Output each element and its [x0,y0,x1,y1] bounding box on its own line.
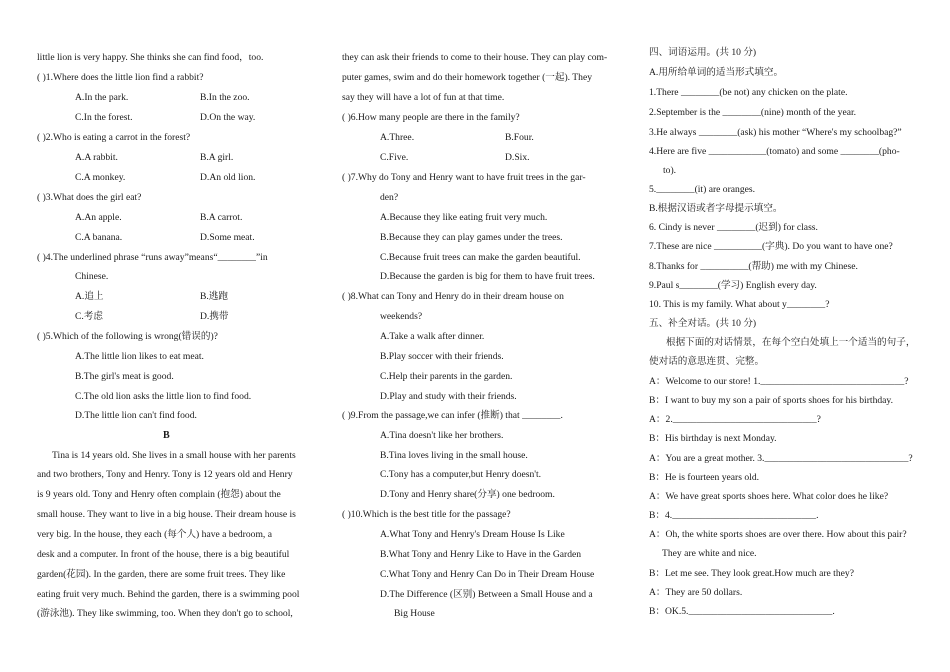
fill-question[interactable]: 5.________(it) are oranges. [649,184,756,195]
middle-column [320,0,640,672]
left-column [0,0,320,672]
right-column [640,0,950,672]
q4-option-c[interactable]: C.考虑 [75,311,103,322]
fill-question[interactable]: 1.There ________(be not) any chicken on the plate. [649,87,848,98]
dialog-line: A：Oh, the white sports shoes are over there. How about this pair? [649,529,907,540]
q10-option-c[interactable]: C.What Tony and Henry Can Do in Their Dream House [380,569,595,580]
q7-option-d[interactable]: D.Because the garden is big for them to have fruit trees. [380,271,595,282]
question-7-cont: den? [380,192,399,203]
q10-option-b[interactable]: B.What Tony and Henry Like to Have in the Garden [380,549,582,560]
fill-question[interactable]: 10. This is my family. What about y________? [649,299,830,310]
q6-option-c[interactable]: C.Five. [380,152,409,163]
q8-option-c[interactable]: C.Help their parents in the garden. [380,371,513,382]
q5-option-c[interactable]: C.The old lion asks the little lion to find food. [75,391,252,402]
q4-option-b[interactable]: B.逃跑 [200,291,228,302]
question-1: ( )1.Where does the little lion find a rabbit? [37,72,204,83]
question-8: ( )8.What can Tony and Henry do in their dream house on [342,291,564,302]
dialog-line[interactable]: A：2.______________________________? [649,414,821,425]
q8-option-d[interactable]: D.Play and study with their friends. [380,391,517,402]
q8-option-a[interactable]: A.Take a walk after dinner. [380,331,485,342]
q9-option-c[interactable]: C.Tony has a computer,but Henry doesn't. [380,469,542,480]
dialog-line: A：We have great sports shoes here. What color does he like? [649,491,889,502]
fill-question[interactable]: 4.Here are five ____________(tomato) and some ________(pho- [649,146,900,157]
q9-option-b[interactable]: B.Tina loves living in the small house. [380,450,528,461]
dialog-line[interactable]: A：Welcome to our store! 1.______________________________? [649,376,909,387]
q5-option-d[interactable]: D.The little lion can't find food. [75,410,197,421]
passage-b-line: they can ask their friends to come to their house. They can play com- [342,52,608,63]
question-7: ( )7.Why do Tony and Henry want to have fruit trees in the gar- [342,172,586,183]
q2-option-d[interactable]: D.An old lion. [200,172,256,183]
passage-b-line: Tina is 14 years old. She lives in a small house with her parents [52,450,296,461]
q5-option-a[interactable]: A.The little lion likes to eat meat. [75,351,204,362]
q7-option-b[interactable]: B.Because they can play games under the trees. [380,232,563,243]
q3-option-c[interactable]: C.A banana. [75,232,123,243]
question-3: ( )3.What does the girl eat? [37,192,142,203]
question-10: ( )10.Which is the best title for the passage? [342,509,511,520]
passage-b-line: puter games, swim and do their homework together (一起). They [342,72,592,83]
section-5-instructions: 根据下面的对话情景，在每个空白处填上一个适当的句子， [666,337,916,348]
question-4: ( )4.The underlined phrase “runs away”means“________”in [37,252,268,263]
q3-option-b[interactable]: B.A carrot. [200,212,243,223]
dialog-line-cont: They are white and nice. [662,548,757,559]
passage-b-line: is 9 years old. Tony and Henry often complain (抱怨) about the [37,489,281,500]
fill-question[interactable]: 3.He always ________(ask) his mother “Where's my schoolbag?” [649,127,902,138]
passage-b-line: very big. In the house, they each (每个人) have a bedroom, a [37,529,272,540]
q10-option-d[interactable]: D.The Difference (区别) Between a Small House and a [380,589,593,600]
passage-b-line: small house. They want to live in a big house. Their dream house is [37,509,296,520]
question-2: ( )2.Who is eating a carrot in the forest? [37,132,191,143]
q4-option-d[interactable]: D.携带 [200,311,229,322]
q6-option-d[interactable]: D.Six. [505,152,530,163]
fill-question[interactable]: 8.Thanks for __________(帮助) me with my Chinese. [649,261,858,272]
q2-option-a[interactable]: A.A rabbit. [75,152,118,163]
q5-option-b[interactable]: B.The girl's meat is good. [75,371,174,382]
q2-option-b[interactable]: B.A girl. [200,152,234,163]
q1-option-a[interactable]: A.In the park. [75,92,129,103]
dialog-line[interactable]: A：You are a great mother. 3.______________________________? [649,453,913,464]
q9-option-d[interactable]: D.Tony and Henry share(分享) one bedroom. [380,489,555,500]
passage-b-line: garden(花园). In the garden, there are some fruit trees. They like [37,569,286,580]
dialog-line: B：I want to buy my son a pair of sports shoes for his birthday. [649,395,893,406]
section-5-title: 五、补全对话。(共 10 分) [649,318,757,329]
q4-option-a[interactable]: A.追上 [75,291,104,302]
section-b-heading: B [163,430,170,441]
q7-option-a[interactable]: A.Because they like eating fruit very much. [380,212,548,223]
section-5-instructions: 使对话的意思连贯、完整。 [649,356,765,367]
fill-question-cont: to). [663,165,677,176]
q8-option-b[interactable]: B.Play soccer with their friends. [380,351,504,362]
passage-b-line: and two brothers, Tony and Henry. Tony is 12 years old and Henry [37,469,293,480]
passage-b-line: desk and a computer. In front of the house, there is a big beautiful [37,549,290,560]
question-5: ( )5.Which of the following is wrong(错误的)? [37,331,218,342]
question-6: ( )6.How many people are there in the family? [342,112,520,123]
dialog-line: B：He is fourteen years old. [649,472,760,483]
section-4-title: 四、词语运用。(共 10 分) [649,47,757,58]
question-4-cont: Chinese. [75,271,109,282]
q3-option-d[interactable]: D.Some meat. [200,232,255,243]
dialog-line[interactable]: B：4.______________________________. [649,510,819,521]
dialog-line: A：They are 50 dollars. [649,587,743,598]
question-9: ( )9.From the passage,we can infer (推断) that ________. [342,410,563,421]
fill-question[interactable]: 2.September is the ________(nine) month of the year. [649,107,857,118]
q10-option-d-cont: Big House [394,608,435,619]
q9-option-a[interactable]: A.Tina doesn't like her brothers. [380,430,504,441]
question-8-cont: weekends? [380,311,423,322]
passage-a-end: little lion is very happy. She thinks she can find food，too. [37,52,264,63]
fill-question[interactable]: 7.These are nice __________(字典). Do you want to have one? [649,241,893,252]
dialog-line: B：His birthday is next Monday. [649,433,777,444]
passage-b-line: (游泳池). They like swimming, too. When they don't go to school, [37,608,293,619]
fill-question[interactable]: 9.Paul s________(学习) English every day. [649,280,817,291]
q3-option-a[interactable]: A.An apple. [75,212,122,223]
q6-option-b[interactable]: B.Four. [505,132,534,143]
dialog-line: B：Let me see. They look great.How much are they? [649,568,854,579]
dialog-line[interactable]: B：OK.5.______________________________. [649,606,835,617]
q1-option-b[interactable]: B.In the zoo. [200,92,250,103]
passage-b-line: eating fruit very much. Behind the garden, there is a swimming pool [37,589,300,600]
q1-option-c[interactable]: C.In the forest. [75,112,133,123]
q2-option-c[interactable]: C.A monkey. [75,172,126,183]
q10-option-a[interactable]: A.What Tony and Henry's Dream House Is Like [380,529,565,540]
fill-question[interactable]: 6. Cindy is never ________(迟到) for class. [649,222,818,233]
q7-option-c[interactable]: C.Because fruit trees can make the garden beautiful. [380,252,581,263]
passage-b-line: say they will have a lot of fun at that time. [342,92,505,103]
section-4b-instructions: B.根据汉语或者字母提示填空。 [649,203,783,214]
q6-option-a[interactable]: A.Three. [380,132,415,143]
q1-option-d[interactable]: D.On the way. [200,112,256,123]
section-4a-instructions: A.用所给单词的适当形式填空。 [649,67,784,78]
